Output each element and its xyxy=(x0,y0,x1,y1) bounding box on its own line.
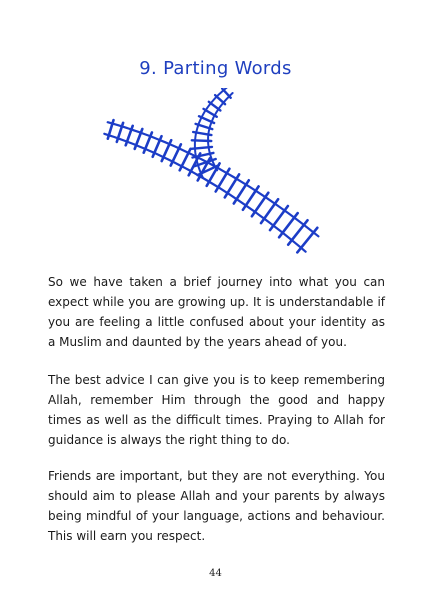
paragraph-1: So we have taken a brief journey into what you can expect while you are growing up. It is understandable if you are feeling a little confused about your identity as a Muslim and daunted by the years ahead of you. xyxy=(48,275,385,349)
page-number: 44 xyxy=(209,568,222,579)
paragraph-3: Friends are important, but they are not everything. You should aim to please Allah and your parents by always being mindful of your language, actions and behaviour. This will earn you respect. xyxy=(48,469,385,543)
forked-railway-track-icon xyxy=(98,88,338,258)
paragraph-2: The best advice I can give you is to keep remembering Allah, remember Him through the good and happy times as well as the difficult times. Praying to Allah for guidance is always the right thing to do. xyxy=(48,373,385,447)
page-title: 9. Parting Words xyxy=(139,58,292,79)
